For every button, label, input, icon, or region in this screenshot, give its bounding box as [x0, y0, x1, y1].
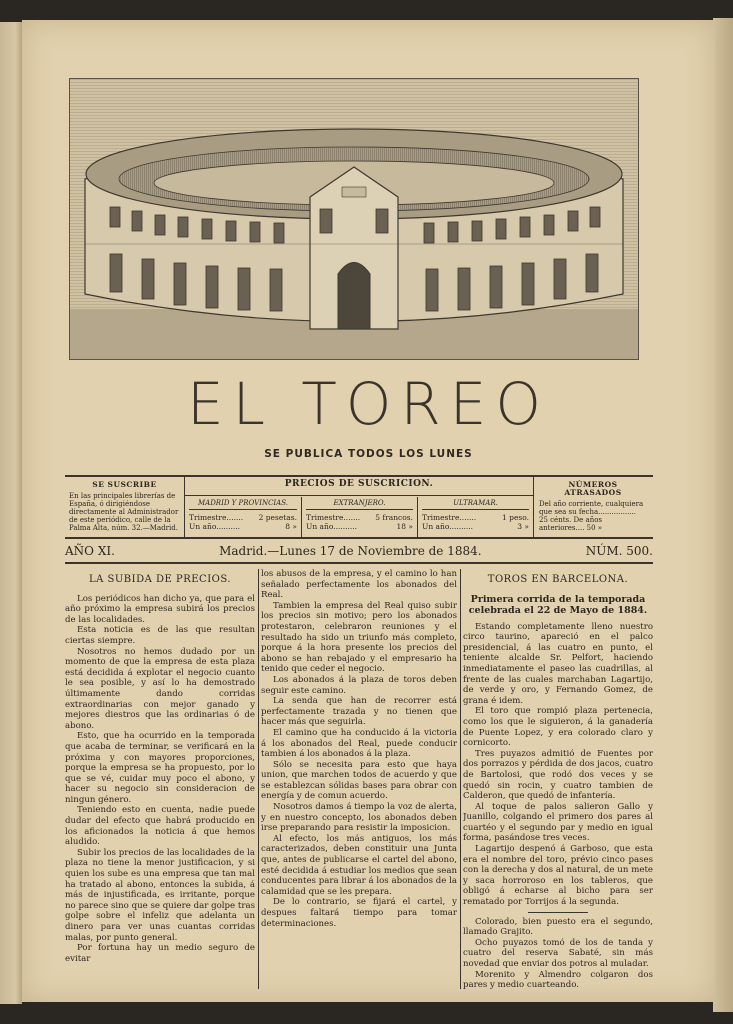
- paragraph: Colorado, bien puesto era el segundo, llamado Grajito.: [463, 916, 653, 938]
- trim-label: Trimestre.......: [306, 513, 361, 522]
- paragraph: los abusos de la empresa, y el camino lo han señalado perfectamente los abonados del Real.: [261, 569, 457, 601]
- back-issues: [533, 477, 653, 537]
- paragraph: Al toque de palos salieron Gallo y Juanillo, colgando el primero dos pares al cuartéo y el segundo par y medio en igual forma, pasándose tres veces.: [463, 801, 653, 844]
- paragraph: Tambien la empresa del Real quiso subir los precios sin motivo; pero los abonados protestaron, celebraron reuniones y el resultado ha sido un triunfo más completo, porque á la hora presente los precios del abono se han rebajado y el empresario ha tenido que ceder el negocio.: [261, 600, 457, 675]
- paragraph: Por fortuna hay un medio seguro de evitar: [65, 943, 255, 964]
- paragraph: Los abonados á la plaza de toros deben seguir este camino.: [261, 674, 457, 696]
- paragraph: Estando completamente lleno nuestro circo taurino, apareció en el palco presidencial, á las cuatro en punto, el teniente alcalde Sr. Pelfort, haciendo inmediatamente el paseo las cuadrillas, al frente de las cuales marchaban Lagartijo, de verde y oro, y Fernando Gomez, de grana é idem.: [463, 621, 653, 706]
- subscribe-text: En las principales librerías de España, ó dirigiéndose directamente al Administrador de este periódico, calle de la Palma Alta, núm. 32.—Madrid.: [69, 492, 179, 532]
- trim-price: 5 francos.: [375, 513, 413, 522]
- zone-ultramar: [417, 497, 533, 537]
- previous-page-edge: [0, 22, 22, 1004]
- paragraph: Al efecto, los más antiguos, los más caracterizados, deben constituir una Junta que, antes de publicarse el cartel del abono, esté decidida á estudiar los medios que sean conducentes para librar á los abonados de la calamidad que se les prepara.: [261, 833, 457, 897]
- paragraph: El camino que ha conducido á la victoria á los abonados del Real, puede conducir tambien á los abonados á la plaza.: [261, 727, 457, 760]
- zone-title: ULTRAMAR.: [422, 499, 529, 510]
- issue-dateline: Madrid.—Lunes 17 de Noviembre de 1884.: [219, 544, 482, 558]
- issue-line: [65, 540, 653, 564]
- back-issues-text: Del año corriente, cualquiera que sea su fecha................. 25 cénts. De años anteriores.... 50 »: [539, 500, 644, 532]
- prices-table: [185, 477, 534, 537]
- zone-extranjero: [301, 497, 417, 537]
- year-price: 18 »: [396, 522, 413, 531]
- page-stack-edge: [713, 18, 733, 1012]
- paragraph: El toro que rompió plaza pertenecia, como los que le siguieron, á la ganadería de Puente Lopez, y era colorado claro y cornicorto.: [463, 706, 653, 749]
- paragraph: Ocho puyazos tomó de los de tanda y cuatro del reserva Sabaté, sin más novedad que enviar dos potros al muladar.: [463, 937, 653, 969]
- subscription-box: [65, 475, 653, 539]
- trim-label: Trimestre.......: [422, 513, 477, 522]
- zone-madrid: [185, 497, 301, 537]
- year-label: Un año..........: [306, 522, 358, 531]
- paragraph: La senda que han de recorrer está perfectamente trazada y no tienen que hacer más que seguirla.: [261, 696, 457, 728]
- newspaper-page: [22, 20, 715, 1002]
- trim-price: 1 peso.: [501, 513, 529, 522]
- back-issues-title: NÚMEROS ATRASADOS: [564, 480, 622, 497]
- article-subtitle: Primera corrida de la temporada celebrada el 22 de Mayo de 1884.: [468, 593, 648, 616]
- paragraph: Nosotros no hemos dudado por un momento de que la empresa de esta plaza está decidida á explotar el negocio cuanto le sea posible, y así lo ha demostrado últimamente dando corridas extraordinarias con mejor ganado y mejores diestros que las ordinarias ó de abono.: [65, 646, 255, 731]
- paragraph: Teniendo esto en cuenta, nadie puede dudar del efecto que habrá producido en los aficionados la noticia á que hemos aludido.: [65, 805, 255, 848]
- zone-title: MADRID Y PROVINCIAS.: [189, 499, 297, 510]
- year-price: 3 »: [517, 522, 529, 531]
- article-title: TOROS EN BARCELONA.: [487, 574, 629, 585]
- trim-label: Trimestre.......: [189, 513, 244, 522]
- article-subida-precios-continued: [261, 569, 457, 989]
- paragraph: Sólo se necesita para esto que haya union, que marchen todos de acuerdo y que se establezcan sólidas bases para obrar con energía y de comun acuerdo.: [261, 759, 457, 802]
- prices-title: PRECIOS DE SUSCRICION.: [284, 479, 434, 489]
- tagline: SE PUBLICA TODOS LOS LUNES: [264, 448, 473, 460]
- year-label: Un año..........: [189, 522, 241, 531]
- trim-price: 2 pesetas.: [258, 513, 297, 522]
- issue-number: NÚM. 500.: [585, 544, 653, 558]
- issue-year: AÑO XI.: [65, 544, 115, 558]
- paragraph: Lagartijo despenó á Garboso, que esta era el nombre del toro, prévio cinco pases con la derecha y dos al natural, de un mete y saca horroroso en los tableros, que obligó á echarse al bicho para ser rematado por Torrijos á la segunda.: [463, 844, 653, 908]
- article-columns: [65, 569, 653, 989]
- zone-title: EXTRANJERO.: [306, 499, 413, 510]
- article-subida-precios: [65, 569, 255, 989]
- subscribe-info: [65, 477, 185, 537]
- paragraph: Tres puyazos admitió de Fuentes por dos porrazos y pérdida de dos jacos, cuatro de Bartolosi, que rodó dos veces y se quedó sin rocin, y cuatro tambien de Calderon, que quedó de infantería.: [463, 748, 653, 802]
- year-price: 8 »: [285, 522, 297, 531]
- article-title: LA SUBIDA DE PRECIOS.: [88, 574, 232, 585]
- paragraph: De lo contrario, se fijará el cartel, y despues faltará tiempo para tomar determinaciones.: [261, 897, 457, 929]
- year-label: Un año..........: [422, 522, 474, 531]
- paragraph: Esto, que ha ocurrido en la temporada que acaba de terminar, se verificará en la próxima y con mayores proporciones, porque la empresa se ha propuesto, por lo que se vé, cuidar muy poco el abono, y hacer su negocio sin consideracion de ningun género.: [65, 731, 255, 805]
- paragraph: Los periódicos han dicho ya, que para el año próximo la empresa subirá los precios de las localidades.: [65, 593, 255, 625]
- subscribe-title: SE SUSCRIBE: [92, 480, 157, 489]
- bullring-engraving: [69, 78, 639, 360]
- paragraph: Morenito y Almendro colgaron dos pares y medio cuarteando.: [463, 969, 653, 989]
- paragraph: Subir los precios de las localidades de la plaza no tiene la menor justificacion, y si quien los sube es una empresa que tan mal ha tratado al abono, entonces la subida, á más de injustificada, es irritante, porque no parece sino que se quiere dar golpe tras golpe sobre el infeliz que adelanta un dinero para ver unas cuantas corridas malas, por punto general.: [65, 847, 255, 943]
- masthead-title: EL TOREO: [186, 370, 551, 438]
- paragraph: Esta noticia es de las que resultan ciertas siempre.: [65, 625, 255, 646]
- paragraph: Nosotros damos á tiempo la voz de alerta, y en nuestro concepto, los abonados deben irse preparando para resistir la imposicion.: [261, 802, 457, 834]
- article-toros-barcelona: [463, 569, 653, 989]
- separator: [528, 912, 588, 913]
